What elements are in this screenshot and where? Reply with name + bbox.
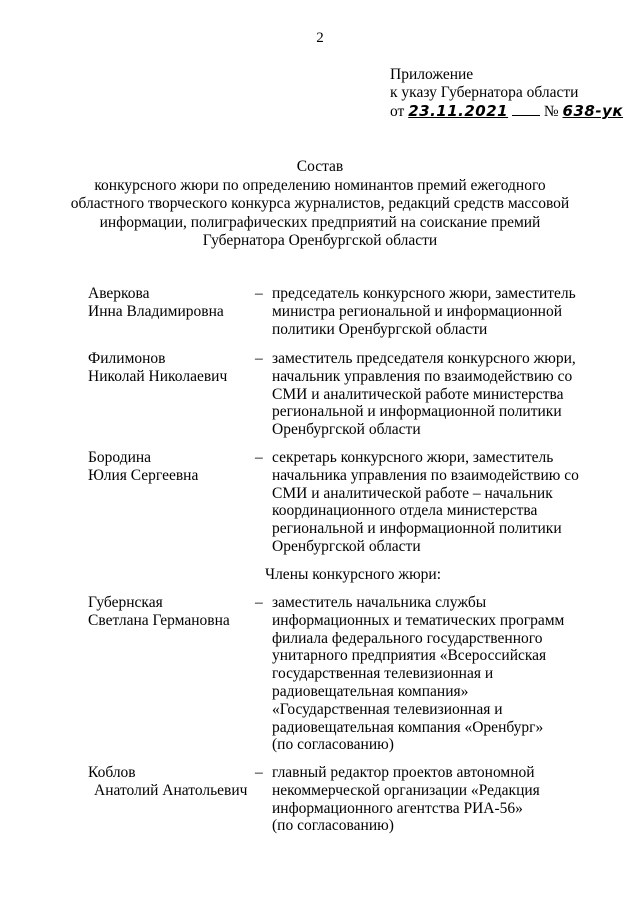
appendix-label: Приложение <box>390 66 474 83</box>
members-heading: Члены конкурсного жюри: <box>265 566 442 583</box>
role-line: начальник управления по взаимодействию со <box>272 367 573 385</box>
page-number: 2 <box>316 30 324 46</box>
role-line: государственная телевизионная и <box>272 665 494 683</box>
role-line: министра региональной и информационной <box>272 302 563 320</box>
role-line: унитарного предприятия «Всероссийская <box>272 647 547 665</box>
title-line-5: Губернатора Оренбургской области <box>202 232 438 249</box>
member-given-name: Инна Владимировна <box>88 302 224 320</box>
member-surname: Аверкова <box>88 285 150 302</box>
role-line: региональной и информационной политики <box>272 403 562 421</box>
member-given-name: Николай Николаевич <box>88 367 228 385</box>
dash: – <box>255 285 263 302</box>
role-line: СМИ и аналитической работе – начальник <box>272 484 553 502</box>
member-name <box>88 764 258 800</box>
member-surname: Губернская <box>88 594 163 611</box>
member-role <box>272 449 602 556</box>
role-line: некоммерческой организации «Редакция <box>272 781 540 799</box>
member-surname: Бородина <box>88 449 152 466</box>
handwritten-number: 638-ук <box>562 102 624 120</box>
role-line: филиала федерального государственного <box>272 629 543 647</box>
member-name <box>88 594 258 630</box>
member-role <box>272 594 602 754</box>
role-line: (по согласованию) <box>272 817 394 835</box>
appendix-date-number-line <box>390 102 623 121</box>
role-line: региональной и информационной политики <box>272 520 562 538</box>
role-line: заместитель председателя конкурсного жюри, <box>272 350 576 367</box>
document-title <box>0 158 640 251</box>
member-given-name: Светлана Германовна <box>88 611 230 629</box>
role-line: политики Оренбургской области <box>272 320 488 338</box>
role-line: радиовещательная компания» <box>272 682 469 700</box>
member-name <box>88 285 258 321</box>
title-line-2: конкурсного жюри по определению номинантов премий ежегодного <box>94 176 546 194</box>
role-line: информационных и тематических программ <box>272 611 565 629</box>
member-name <box>88 350 258 386</box>
role-line: Оренбургской области <box>272 421 421 439</box>
member-surname: Филимонов <box>88 350 166 367</box>
member-role <box>272 350 602 439</box>
title-line-3: областного творческого конкурса журналистов, редакций средств массовой <box>70 195 570 212</box>
role-line: «Государственная телевизионная и <box>272 700 503 718</box>
role-line: главный редактор проектов автономной <box>272 764 535 781</box>
role-line: секретарь конкурсного жюри, заместитель <box>272 449 554 466</box>
member-surname: Коблов <box>88 764 136 781</box>
dash: – <box>255 594 263 611</box>
role-line: председатель конкурсного жюри, заместитель <box>272 285 576 302</box>
dash: – <box>255 449 263 466</box>
member-role <box>272 285 602 338</box>
member-given-name: Анатолий Анатольевич <box>94 781 248 799</box>
role-line: (по согласованию) <box>272 736 394 754</box>
role-line: СМИ и аналитической работе министерства <box>272 385 564 403</box>
date-prefix: от <box>390 103 405 120</box>
role-line: информационного агентства РИА-56» <box>272 799 523 817</box>
appendix-decree-ref: к указу Губернатора области <box>390 84 579 101</box>
title-line-1: Состав <box>296 158 344 175</box>
role-line: координационного отдела министерства <box>272 502 538 520</box>
role-line: заместитель начальника службы <box>272 594 487 611</box>
dash: – <box>255 764 263 781</box>
role-line: начальника управления по взаимодействию со <box>272 466 579 484</box>
number-prefix: № <box>543 103 559 120</box>
member-role <box>272 764 602 835</box>
role-line: Оренбургской области <box>272 537 421 555</box>
title-line-4: информации, полиграфических предприятий на соискание премий <box>99 213 541 231</box>
member-name <box>88 449 258 485</box>
member-given-name: Юлия Сергеевна <box>88 466 199 484</box>
appendix-header <box>390 66 623 121</box>
dash: – <box>255 350 263 367</box>
role-line: радиовещательная компания «Оренбург» <box>272 718 544 736</box>
handwritten-date: 23.11.2021 <box>408 102 509 120</box>
